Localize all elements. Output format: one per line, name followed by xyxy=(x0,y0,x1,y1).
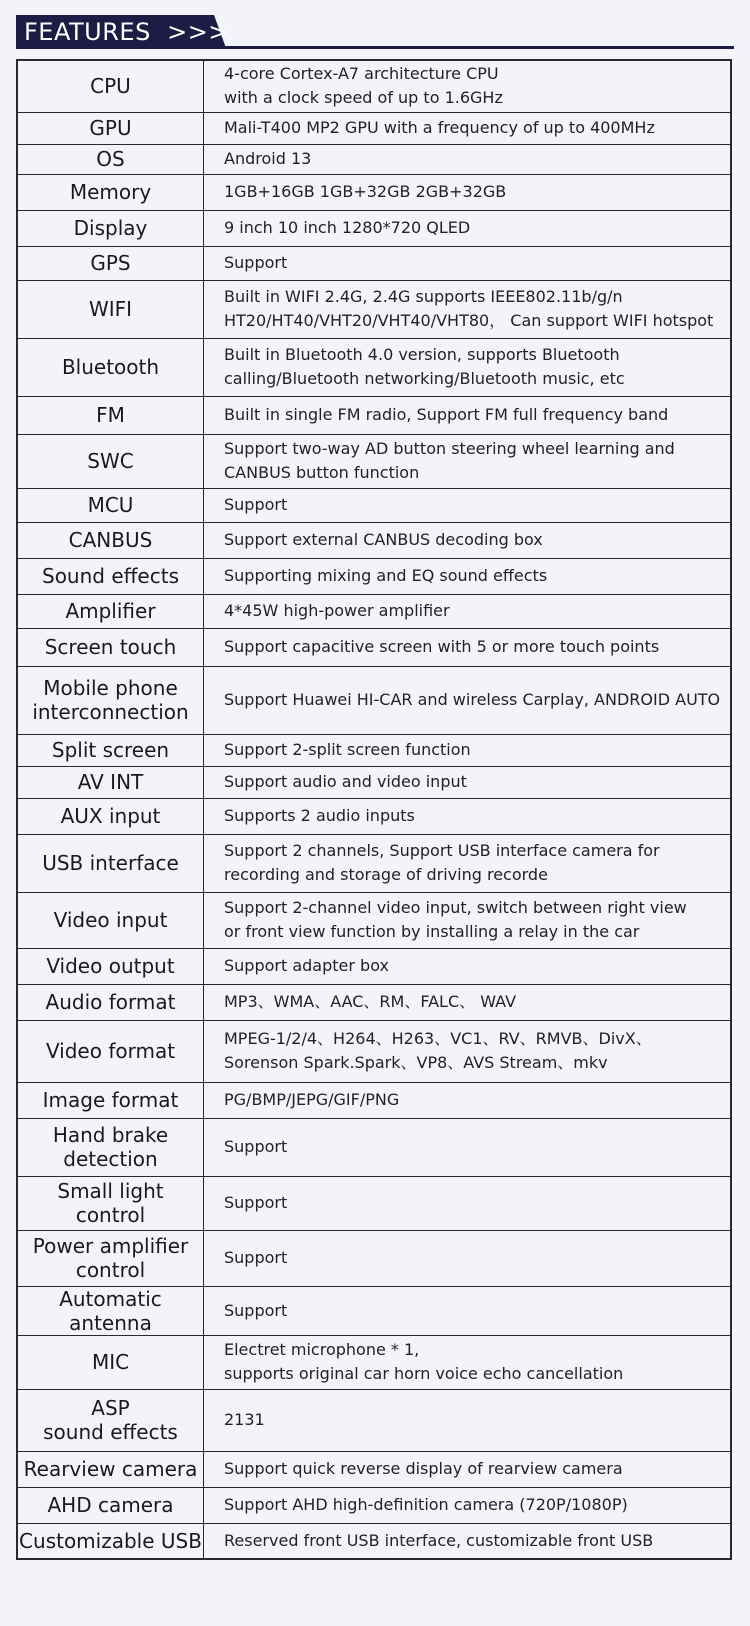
feature-value: Support xyxy=(204,1230,732,1286)
feature-value: 9 inch 10 inch 1280*720 QLED xyxy=(204,210,732,246)
feature-value: Supports 2 audio inputs xyxy=(204,798,732,834)
feature-label: Split screen xyxy=(17,734,204,766)
table-row xyxy=(17,522,731,558)
feature-value: Android 13 xyxy=(204,144,732,174)
feature-value: Supporting mixing and EQ sound effects xyxy=(204,558,732,594)
page-title: FEATURES >>> xyxy=(24,18,229,46)
feature-label: Image format xyxy=(17,1082,204,1118)
table-row xyxy=(17,798,731,834)
feature-value: 1GB+16GB 1GB+32GB 2GB+32GB xyxy=(204,174,732,210)
table-row xyxy=(17,246,731,280)
table-row xyxy=(17,594,731,628)
table-row xyxy=(17,1451,731,1487)
feature-value: Support quick reverse display of rearview camera xyxy=(204,1451,732,1487)
feature-value: Support two-way AD button steering wheel learning and CANBUS button function xyxy=(204,434,732,488)
feature-value: Electret microphone * 1, supports original car horn voice echo cancellation xyxy=(204,1335,732,1389)
feature-label: Display xyxy=(17,210,204,246)
table-row xyxy=(17,1523,731,1559)
feature-value: Support xyxy=(204,1176,732,1230)
table-row xyxy=(17,666,731,734)
feature-label: AV INT xyxy=(17,766,204,798)
feature-value: Reserved front USB interface, customizable front USB xyxy=(204,1523,732,1559)
table-row xyxy=(17,488,731,522)
feature-value: MPEG-1/2/4、H264、H263、VC1、RV、RMVB、DivX、 Sorenson Spark.Spark、VP8、AVS Stream、mkv xyxy=(204,1020,732,1082)
feature-label: GPU xyxy=(17,112,204,144)
table-row xyxy=(17,210,731,246)
table-row xyxy=(17,280,731,338)
header-underline xyxy=(16,46,734,49)
feature-label: Hand brake detection xyxy=(17,1118,204,1176)
feature-label: CPU xyxy=(17,60,204,112)
feature-value: Support Huawei HI-CAR and wireless Carplay, ANDROID AUTO xyxy=(204,666,732,734)
features-table xyxy=(16,59,732,1560)
table-row xyxy=(17,628,731,666)
table-row xyxy=(17,112,731,144)
feature-label: Video input xyxy=(17,892,204,948)
feature-value: Support xyxy=(204,488,732,522)
feature-label: GPS xyxy=(17,246,204,280)
feature-value: Support adapter box xyxy=(204,948,732,984)
feature-value: 4-core Cortex-A7 architecture CPU with a clock speed of up to 1.6GHz xyxy=(204,60,732,112)
table-row xyxy=(17,1176,731,1230)
feature-label: Memory xyxy=(17,174,204,210)
feature-label: WIFI xyxy=(17,280,204,338)
feature-label: CANBUS xyxy=(17,522,204,558)
table-row xyxy=(17,434,731,488)
feature-value: Built in single FM radio, Support FM full frequency band xyxy=(204,396,732,434)
table-row xyxy=(17,948,731,984)
feature-value: Mali-T400 MP2 GPU with a frequency of up to 400MHz xyxy=(204,112,732,144)
feature-value: PG/BMP/JEPG/GIF/PNG xyxy=(204,1082,732,1118)
features-table-body xyxy=(17,60,731,1559)
table-row xyxy=(17,1230,731,1286)
table-row xyxy=(17,892,731,948)
table-row xyxy=(17,984,731,1020)
feature-label: Bluetooth xyxy=(17,338,204,396)
feature-label: Video format xyxy=(17,1020,204,1082)
feature-label: Small light control xyxy=(17,1176,204,1230)
table-row xyxy=(17,1389,731,1451)
feature-label: MCU xyxy=(17,488,204,522)
feature-label: MIC xyxy=(17,1335,204,1389)
feature-value: Support xyxy=(204,1286,732,1335)
feature-label: Mobile phone interconnection xyxy=(17,666,204,734)
features-table-wrap xyxy=(16,59,732,1560)
feature-value: 4*45W high-power amplifier xyxy=(204,594,732,628)
table-row xyxy=(17,734,731,766)
feature-value: Built in WIFI 2.4G, 2.4G supports IEEE802.11b/g/n HT20/HT40/VHT20/VHT40/VHT80， Can support WIFI hotspot xyxy=(204,280,732,338)
table-row xyxy=(17,1335,731,1389)
feature-label: Amplifier xyxy=(17,594,204,628)
features-header xyxy=(16,15,734,49)
table-row xyxy=(17,1118,731,1176)
feature-label: ASP sound effects xyxy=(17,1389,204,1451)
table-row xyxy=(17,766,731,798)
feature-label: Screen touch xyxy=(17,628,204,666)
feature-label: Sound effects xyxy=(17,558,204,594)
feature-label: SWC xyxy=(17,434,204,488)
feature-label: AUX input xyxy=(17,798,204,834)
feature-label: Video output xyxy=(17,948,204,984)
table-row xyxy=(17,1020,731,1082)
table-row xyxy=(17,174,731,210)
feature-label: FM xyxy=(17,396,204,434)
table-row xyxy=(17,338,731,396)
table-row xyxy=(17,834,731,892)
feature-label: Automatic antenna xyxy=(17,1286,204,1335)
feature-value: Support capacitive screen with 5 or more touch points xyxy=(204,628,732,666)
feature-value: Support xyxy=(204,246,732,280)
feature-value: Support external CANBUS decoding box xyxy=(204,522,732,558)
table-row xyxy=(17,1286,731,1335)
feature-value: Support audio and video input xyxy=(204,766,732,798)
feature-value: Support 2-channel video input, switch between right view or front view function by installing a relay in the car xyxy=(204,892,732,948)
table-row xyxy=(17,1487,731,1523)
feature-value: Support 2-split screen function xyxy=(204,734,732,766)
feature-label: USB interface xyxy=(17,834,204,892)
feature-label: AHD camera xyxy=(17,1487,204,1523)
feature-value: Support AHD high-definition camera (720P/1080P) xyxy=(204,1487,732,1523)
table-row xyxy=(17,1082,731,1118)
feature-value: MP3、WMA、AAC、RM、FALC、 WAV xyxy=(204,984,732,1020)
feature-value: Support 2 channels, Support USB interface camera for recording and storage of driving recorde xyxy=(204,834,732,892)
table-row xyxy=(17,396,731,434)
feature-label: Audio format xyxy=(17,984,204,1020)
feature-label: OS xyxy=(17,144,204,174)
table-row xyxy=(17,60,731,112)
feature-value: 2131 xyxy=(204,1389,732,1451)
table-row xyxy=(17,558,731,594)
feature-value: Support xyxy=(204,1118,732,1176)
feature-label: Customizable USB xyxy=(17,1523,204,1559)
feature-label: Power amplifier control xyxy=(17,1230,204,1286)
table-row xyxy=(17,144,731,174)
feature-value: Built in Bluetooth 4.0 version, supports Bluetooth calling/Bluetooth networking/Bluetooth music, etc xyxy=(204,338,732,396)
feature-label: Rearview camera xyxy=(17,1451,204,1487)
